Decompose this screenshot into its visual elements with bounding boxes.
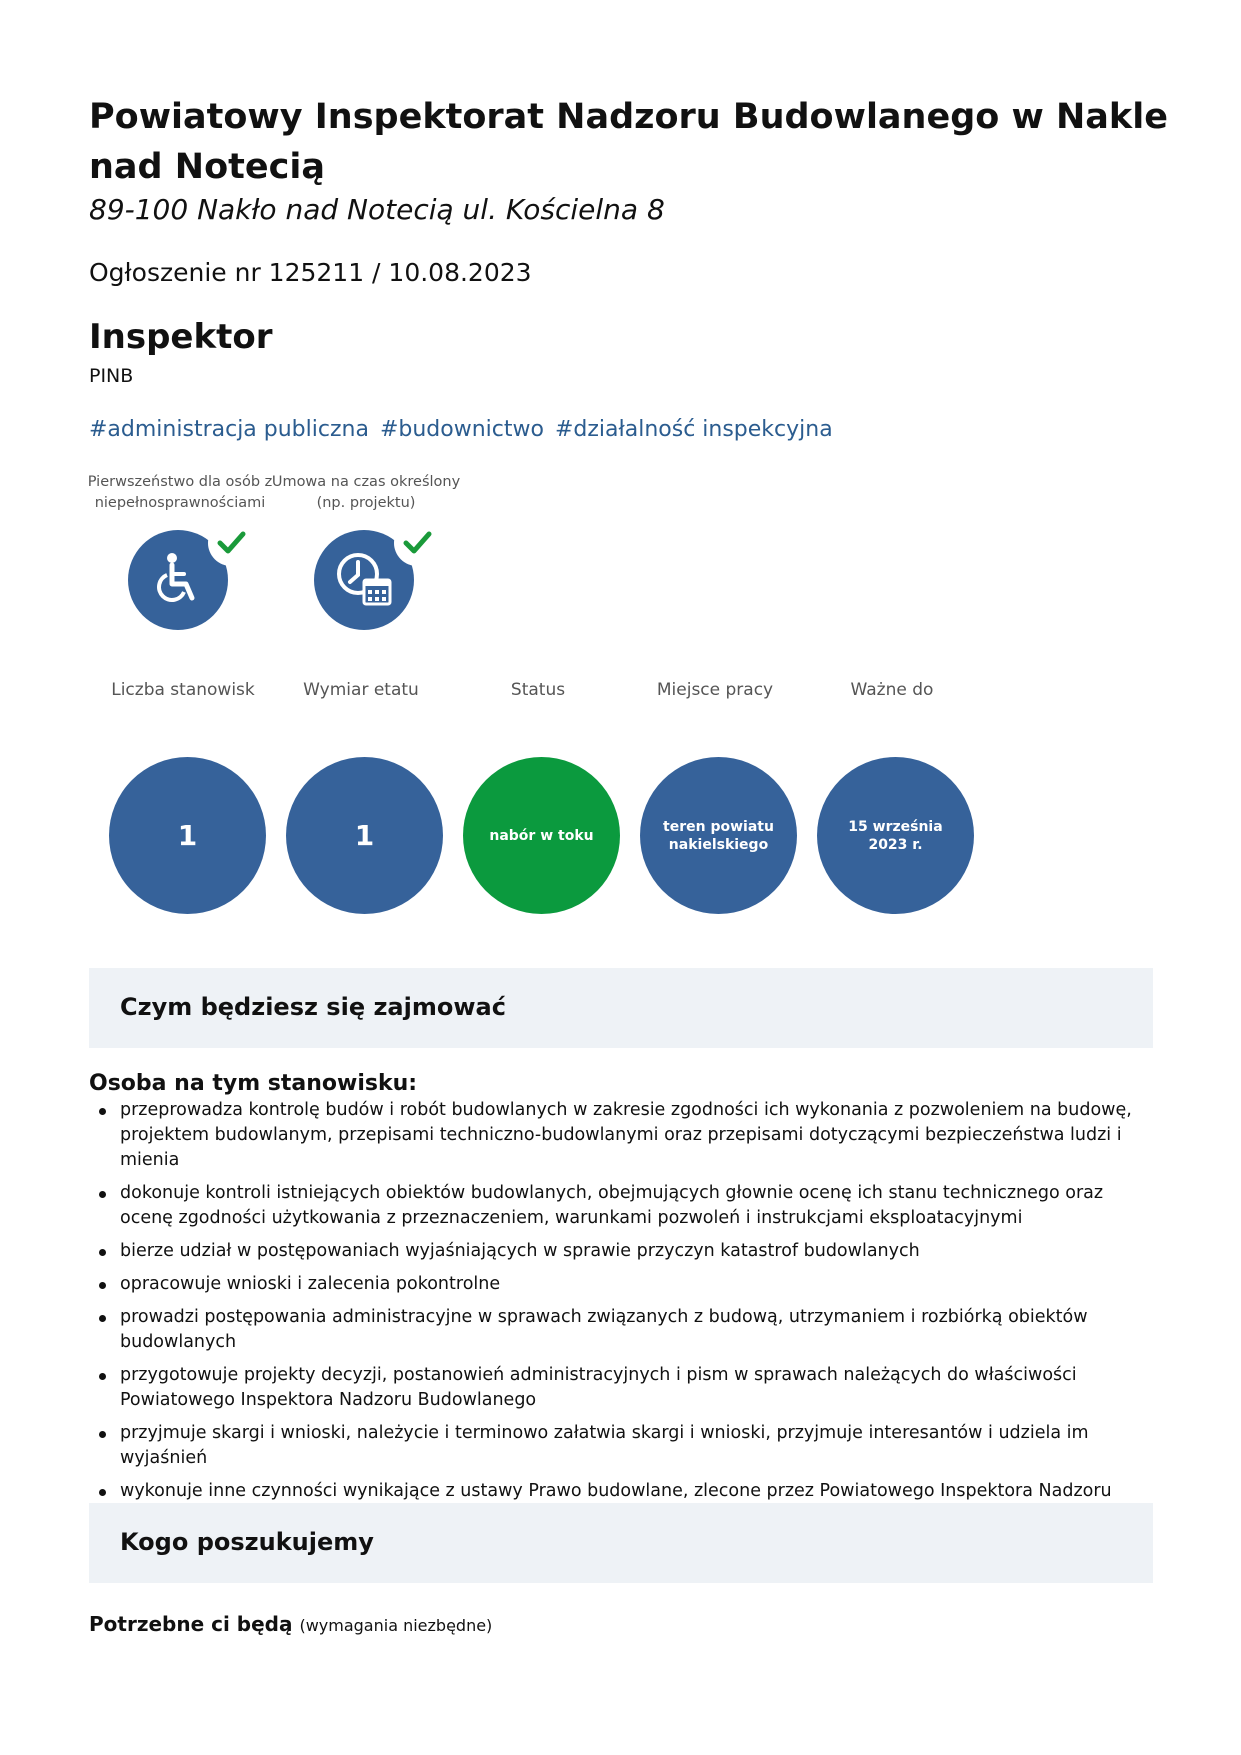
- feature-label: Umowa na czas określony (np. projektu): [271, 474, 461, 511]
- bullet-icon: [99, 1108, 106, 1115]
- stat-label-workload: Wymiar etatu: [303, 680, 419, 700]
- feature-fixed-term-contract: [266, 472, 466, 634]
- list-item: przyjmuje skargi i wnioski, należycie i terminowo załatwia skargi i wnioski, przyjmuje interesantów i udziela im wyjaśnień: [89, 1421, 1159, 1471]
- announcement-number: Ogłoszenie nr 125211 / 10.08.2023: [89, 258, 532, 287]
- requirements-note: (wymagania niezbędne): [299, 1616, 493, 1635]
- duties-subheading: Osoba na tym stanowisku:: [89, 1071, 418, 1096]
- bullet-icon: [99, 1373, 106, 1380]
- stat-valid-until-value: 15 września 2023 r.: [817, 757, 974, 914]
- check-icon: [208, 520, 254, 566]
- list-item: wykonuje inne czynności wynikające z ustawy Prawo budowlane, zlecone przez Powiatowego Inspektora Nadzoru: [89, 1479, 1159, 1529]
- list-item: dokonuje kontroli istniejących obiektów budowlanych, obejmujących głownie ocenę ich stanu technicznego oraz ocenę zgodności użytkowania z przeznaczeniem, warunkami pozwoleń i instrukcjami eksploatacyjnymi: [89, 1181, 1159, 1231]
- section-duties-header: [89, 968, 1153, 1048]
- employer-short-name: PINB: [89, 365, 134, 387]
- list-item: przygotowuje projekty decyzji, postanowień administracyjnych i pism w sprawach należących do właściwości Powiatowego Inspektora Nadzoru Budowlanego: [89, 1363, 1159, 1413]
- duties-list: [89, 1098, 1159, 1537]
- position-title: Inspektor: [89, 317, 273, 357]
- section-search-header: [89, 1503, 1153, 1583]
- stat-label-valid-until: Ważne do: [850, 680, 934, 700]
- stat-label-workplace: Miejsce pracy: [656, 680, 774, 700]
- tag-link[interactable]: #działalność inspekcyjna: [554, 417, 833, 442]
- list-item: przeprowadza kontrolę budów i robót budowlanych w zakresie zgodności ich wykonania z pozwoleniem na budowę, projektem budowlanym, przepisami techniczno-budowlanymi oraz przepisami dotyczącymi bezpieczeństwa ludzi i mienia: [89, 1098, 1159, 1173]
- bullet-icon: [99, 1431, 106, 1438]
- employer-address: 89-100 Nakło nad Notecią ul. Kościelna 8: [89, 193, 665, 226]
- stat-label-status: Status: [510, 680, 566, 700]
- bullet-icon: [99, 1249, 106, 1256]
- list-item: bierze udział w postępowaniach wyjaśniających w sprawie przyczyn katastrof budowlanych: [89, 1239, 1159, 1264]
- stat-positions-value: 1: [109, 757, 266, 914]
- tag-list: [89, 417, 837, 442]
- section-title: Kogo poszukujemy: [120, 1528, 374, 1556]
- bullet-icon: [99, 1282, 106, 1289]
- stat-workplace-value: teren powiatu nakielskiego: [640, 757, 797, 914]
- feature-disability-priority: [80, 472, 280, 634]
- stat-workload-value: 1: [286, 757, 443, 914]
- stat-status-value: nabór w toku: [463, 757, 620, 914]
- page-title: Powiatowy Inspektorat Nadzoru Budowlanego w Nakle nad Notecią: [89, 97, 1168, 187]
- bullet-icon: [99, 1315, 106, 1322]
- section-title: Czym będziesz się zajmować: [120, 993, 506, 1021]
- tag-link[interactable]: #budownictwo: [379, 417, 544, 442]
- feature-label: Pierwszeństwo dla osób z niepełnosprawnościami: [87, 474, 273, 511]
- stat-label-positions: Liczba stanowisk: [111, 680, 255, 700]
- tag-link[interactable]: #administracja publiczna: [89, 417, 369, 442]
- check-icon: [394, 520, 440, 566]
- bullet-icon: [99, 1489, 106, 1496]
- bullet-icon: [99, 1191, 106, 1198]
- requirements-heading: Potrzebne ci będą (wymagania niezbędne): [89, 1612, 493, 1636]
- list-item: prowadzi postępowania administracyjne w sprawach związanych z budową, utrzymaniem i rozbiórką obiektów budowlanych: [89, 1305, 1159, 1355]
- list-item: opracowuje wnioski i zalecenia pokontrolne: [89, 1272, 1159, 1297]
